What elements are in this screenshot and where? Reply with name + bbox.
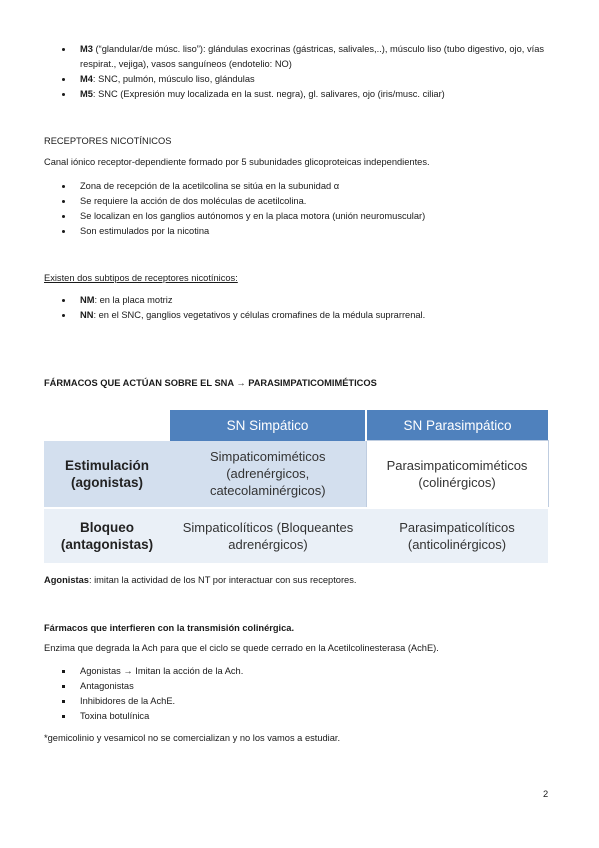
agonists-text: : imitan la actividad de los NT por interactuar con sus receptores.	[88, 575, 357, 585]
cell-text: Simpaticolíticos (Bloqueantes adrenérgicos)	[182, 520, 354, 552]
list-item: Agonistas → Imitan la acción de la Ach.	[62, 664, 542, 679]
agonists-label: Agonistas	[44, 575, 89, 585]
cell-sympathomimetics	[170, 441, 366, 509]
list-item	[62, 308, 542, 323]
list-item: Antagonistas	[62, 679, 542, 694]
list-item: Toxina botulínica	[62, 709, 542, 724]
cell-text: Simpaticomiméticos (adrenérgicos, catecolaminérgicos)	[209, 449, 326, 499]
sna-drugs-table	[44, 410, 549, 563]
cell-parasympatholytics	[366, 508, 548, 563]
item-text: : en la placa motriz	[94, 295, 173, 305]
item-label: NN	[80, 310, 94, 320]
list-item: Se localizan en los ganglios autónomos y en la placa motora (unión neuromuscular)	[62, 209, 542, 224]
list-item	[62, 87, 552, 102]
item-label: M3	[80, 44, 93, 54]
list-item: Se requiere la acción de dos moléculas de acetilcolina.	[62, 194, 542, 209]
subtypes-list	[62, 293, 542, 323]
list-item: Zona de recepción de la acetilcolina se sitúa en la subunidad α	[62, 179, 542, 194]
item-text: : SNC (Expresión muy localizada en la sust. negra), gl. salivares, ojo (iris/musc. ciliar)	[92, 89, 445, 99]
cell-parasympathomimetics	[366, 441, 548, 509]
row-label-text: Estimulación (agonistas)	[64, 457, 150, 490]
cholinergic-intro: Enzima que degrada la Ach para que el ciclo se quede cerrado en la Acetilcolinesterasa (AchE).	[44, 643, 439, 653]
item-text: (“glandular/de músc. liso”): glándulas exocrinas (gástricas, salivales,..), músculo liso (tubo digestivo, ojo, vías respirat., vejiga), vasos sanguíneos (endotelio: NO)	[80, 44, 545, 69]
row-label-text: Bloqueo (antagonistas)	[60, 520, 154, 552]
table-row	[44, 508, 548, 563]
item-label: M5	[80, 89, 93, 99]
list-item: Son estimulados por la nicotina	[62, 224, 542, 239]
nicotinic-heading: RECEPTORES NICOTÍNICOS	[44, 136, 172, 146]
row-label-blockade	[44, 508, 170, 563]
nicotinic-intro: Canal iónico receptor-dependiente formado por 5 subunidades glicoproteicas independientes.	[44, 157, 430, 167]
drugs-heading: FÁRMACOS QUE ACTÚAN SOBRE EL SNA → PARASIMPATICOMIMÉTICOS	[44, 378, 377, 388]
item-label: M4	[80, 74, 93, 84]
header-parasympathetic: SN Parasimpático	[366, 410, 548, 441]
agonists-note	[44, 573, 356, 588]
muscarinic-list	[62, 42, 552, 102]
page-number: 2	[543, 789, 549, 799]
list-item	[62, 42, 552, 72]
cell-text: Parasimpaticomiméticos (colinérgicos)	[386, 458, 528, 490]
nicotinic-bullets	[62, 179, 542, 239]
cell-sympatholytics	[170, 508, 366, 563]
cholinergic-heading: Fármacos que interfieren con la transmisión colinérgica.	[44, 623, 295, 633]
header-blank-cell	[44, 410, 170, 441]
cholinergic-list	[62, 664, 542, 724]
list-item: Inhibidores de la AchE.	[62, 694, 542, 709]
list-item	[62, 293, 542, 308]
item-text: : SNC, pulmón, músculo liso, glándulas	[92, 74, 255, 84]
item-label: NM	[80, 295, 95, 305]
header-sympathetic: SN Simpático	[170, 410, 366, 441]
cell-text: Parasimpaticolíticos (anticolinérgicos)	[399, 520, 515, 552]
table-header-row	[44, 410, 548, 441]
subtypes-intro: Existen dos subtipos de receptores nicotínicos:	[44, 273, 238, 283]
row-label-stimulation	[44, 441, 170, 509]
footnote: *gemicolinio y vesamicol no se comercializan y no los vamos a estudiar.	[44, 733, 341, 743]
item-text: : en el SNC, ganglios vegetativos y células cromafines de la médula suprarrenal.	[93, 310, 426, 320]
list-item	[62, 72, 552, 87]
table-row	[44, 441, 548, 509]
